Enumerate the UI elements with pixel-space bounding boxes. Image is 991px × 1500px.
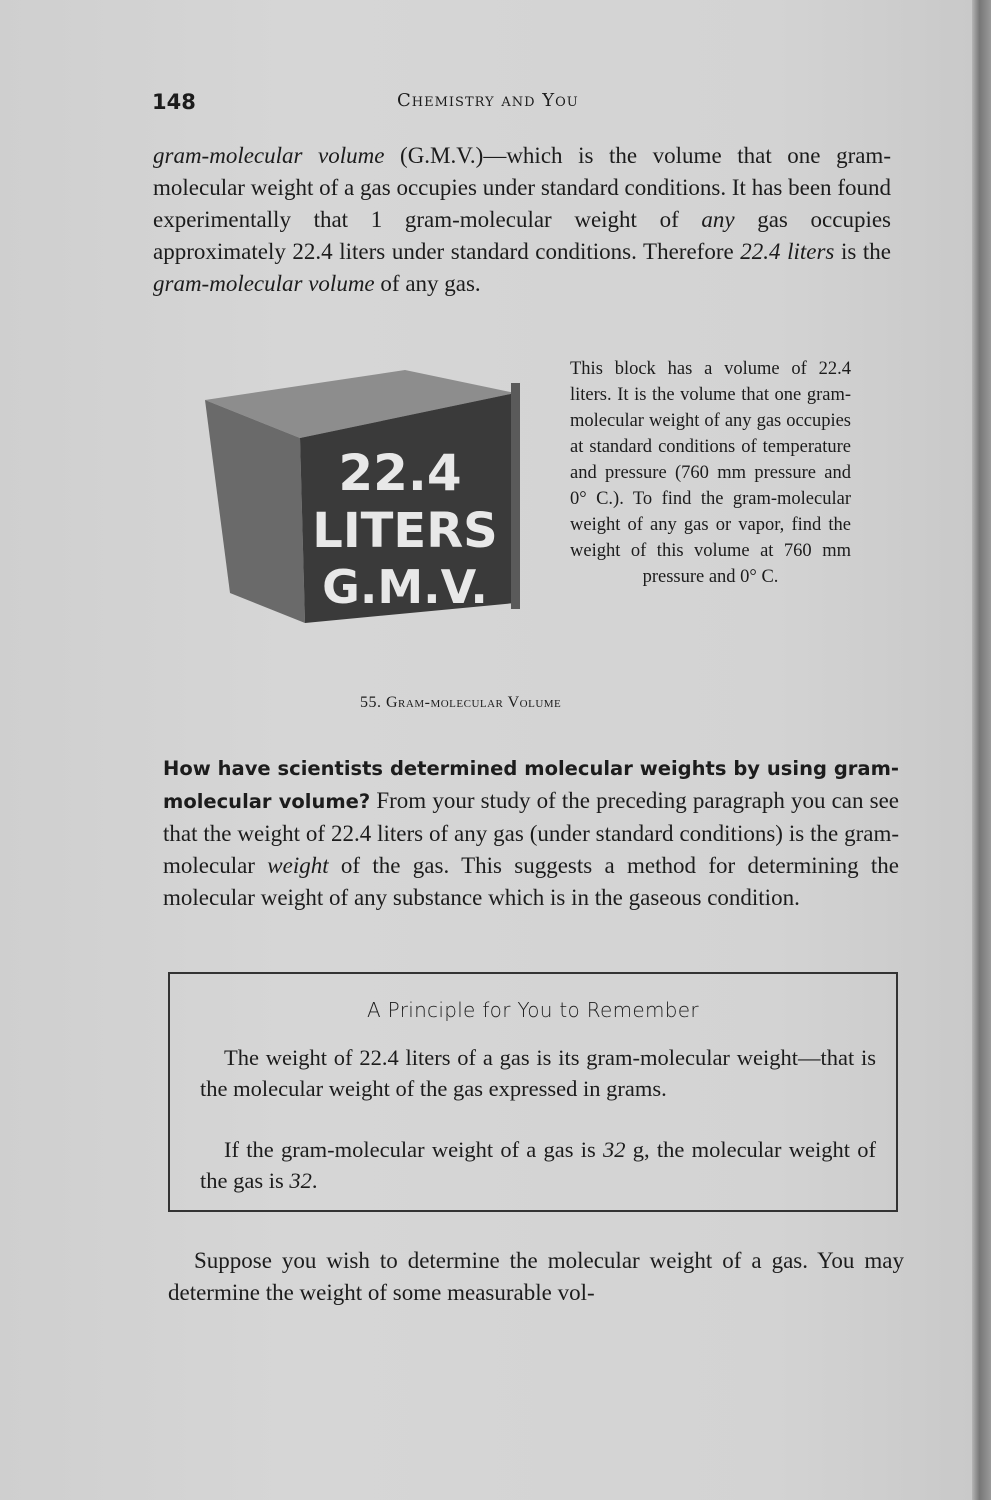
figure-caption: 55. Gram-molecular Volume [360,694,562,711]
principle-statement-1: The weight of 22.4 liters of a gas is its gram-molecular weight—that is the molecular weight of the gas expressed in grams. [200,1045,876,1101]
block-label-volume: 22.4 [338,444,462,502]
paragraph-suppose: Suppose you wish to determine the molecular weight of a gas. You may determine the weight of some measurable vol- [168,1248,904,1305]
block-label-liters: LITERS [312,503,498,559]
gmv-block-illustration [205,365,535,625]
page-header [152,86,892,126]
paragraph-determining-weights: How have scientists determined molecular weights by using gram-molecular volume? From your study of the preceding paragraph you can see that the weight of 22.4 liters of any gas (under standard conditions) is the gram-molecular weight of the gas. This suggests a method for determining the molecular weight of any substance which is in the gaseous condition. [163,757,899,910]
term-gram-molecular-volume: gram-molecular volume [153,143,385,168]
principle-title: A Principle for You to Remember [367,998,699,1022]
page-number: 148 [152,90,196,114]
block-label-gmv: G.M.V. [322,560,488,614]
running-head: Chemistry and You [397,90,579,111]
principle-box [168,972,898,1212]
block-edge-post [511,383,520,609]
gmv-block-figure [205,365,535,625]
book-binding-edge [972,0,991,1500]
section-lead-question: How have scientists determined molecular weights by using gram-molecular volume? [163,757,899,813]
figure-side-caption: This block has a volume of 22.4 liters. It is the volume that one gram-molecular weight of any gas occupies at standard conditions of temperature and pressure (760 mm pressure and 0° C.). To find the gram-molecular weight of any gas or vapor, find the weight of this volume at 760 mm pressure and 0° C. [570,359,851,587]
principle-statement-2: If the gram-molecular weight of a gas is 32 g, the molecular weight of the gas is 32. [200,1137,876,1193]
paragraph-gmv-definition: gram-molecular volume (G.M.V.)—which is the volume that one gram-molecular weight of a gas occupies under standard conditions. It has been found experimentally that 1 gram-molecular weight of any gas occupies approximately 22.4 liters under standard conditions. Therefore 22.4 liters is the gram-molecular volume of any gas. [153,143,891,296]
